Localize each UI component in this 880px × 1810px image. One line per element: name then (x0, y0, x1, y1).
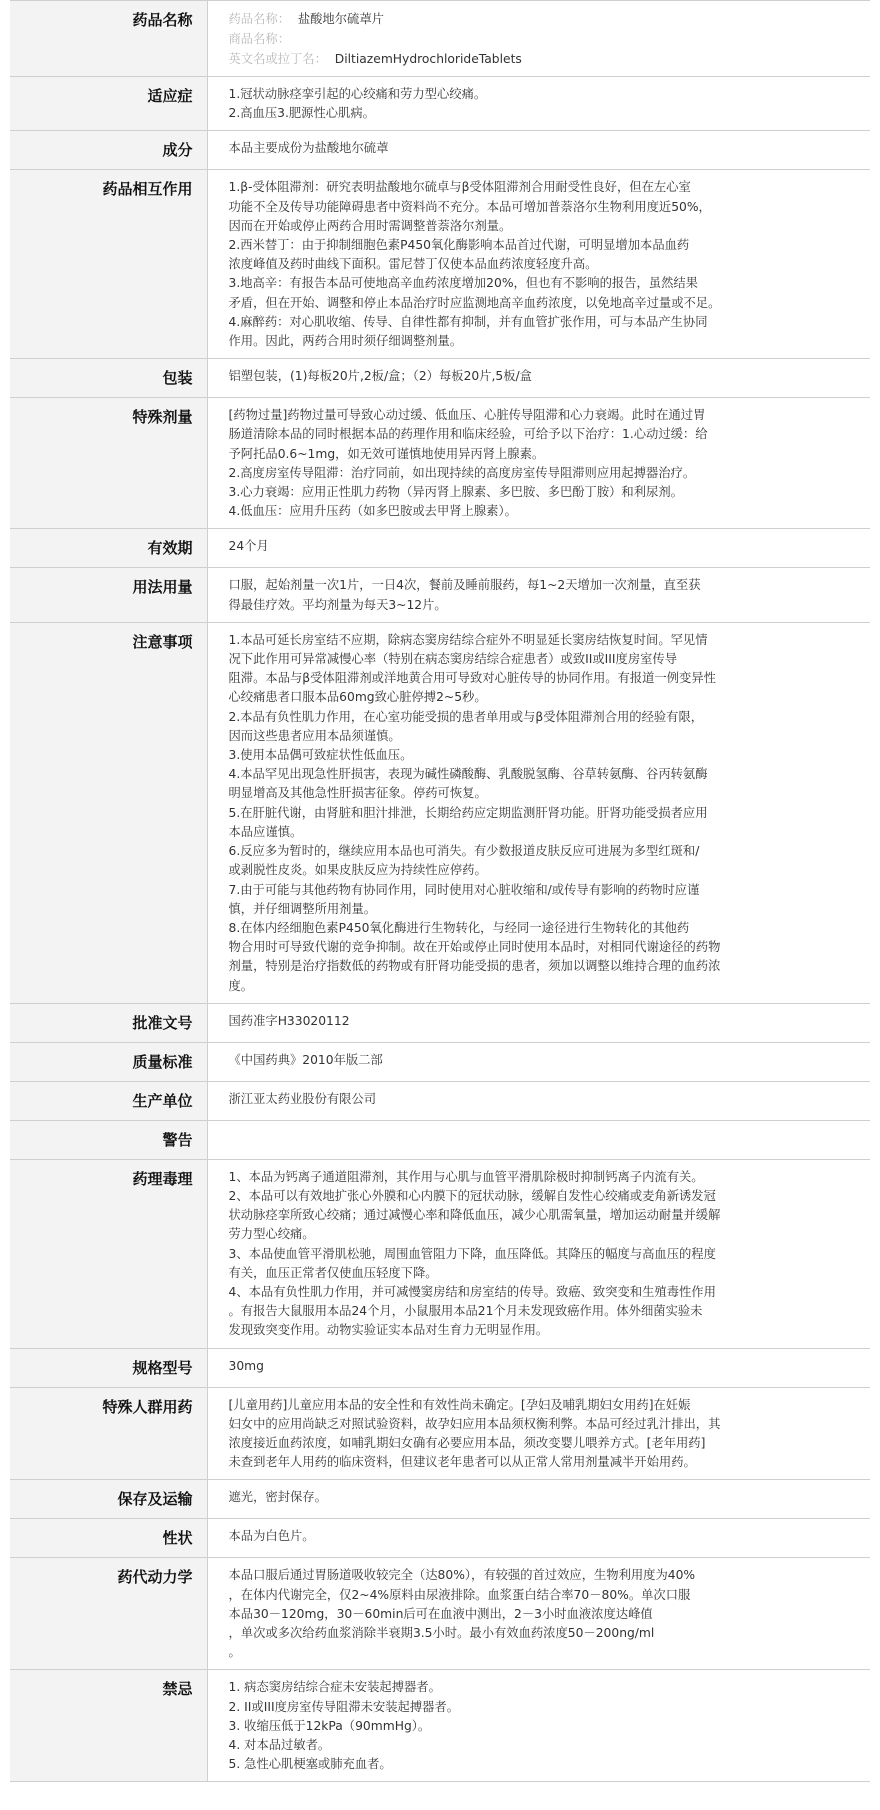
text-line: 浓度接近血药浓度，如哺乳期妇女确有必要应用本品，须改变婴儿喂养方式。[老年用药] (228, 1435, 706, 1450)
row-label: 用法用量 (10, 568, 207, 622)
text-line: 1.冠状动脉痉挛引起的心绞痛和劳力型心绞痛。 (228, 87, 487, 101)
row-label: 保存及运输 (10, 1480, 207, 1519)
text-line: 口服，起始剂量一次1片，一日4次，餐前及睡前服药，每1~2天增加一次剂量，直至获 (228, 578, 701, 593)
text-line: 度。 (228, 978, 254, 993)
text-line: 2.本品有负性肌力作用，在心室功能受损的患者单用或与β受体阻滞剂合用的经验有限， (228, 709, 704, 724)
text-line: 1、本品为钙离子通道阻滞剂，其作用与心肌与血管平滑肌除极时抑制钙离子内流有关。 (228, 1169, 704, 1184)
row-label: 特殊剂量 (10, 398, 207, 529)
text-line: 3.心力衰竭：应用正性肌力药物（异丙肾上腺素、多巴胺、多巴酚丁胺）和利尿剂。 (228, 485, 683, 500)
text-line: 3. 收缩压低于12kPa（90mmHg）。 (228, 1718, 431, 1733)
text-line: 。有报告大鼠服用本品24个月，小鼠服用本品21个月未发现致癌作用。体外细菌实验未 (228, 1304, 703, 1319)
trade-name-label: 商品名称： (228, 32, 290, 46)
text-line: 30mg (228, 1358, 264, 1373)
name-block (207, 1, 870, 77)
row-pharmacology (10, 1159, 870, 1348)
generic-name-line (229, 9, 863, 29)
text-line: 2.高度房室传导阻滞：治疗同前，如出现持续的高度房室传导阻滞则应用起搏器治疗。 (228, 465, 696, 480)
row-label: 规格型号 (10, 1348, 207, 1387)
row-storage (10, 1480, 870, 1519)
text-line: 4.本品罕见出现急性肝损害，表现为碱性磷酸酶、乳酸脱氢酶、谷草转氨酶、谷丙转氨酶 (228, 767, 708, 782)
text-line: 未查到老年人用药的临床资料，但建议老年患者可以从正常人常用剂量减半开始用药。 (228, 1455, 696, 1470)
text-line: 本品应谨慎。 (228, 824, 303, 839)
generic-name-label: 药品名称： (228, 12, 290, 26)
row-label: 药代动力学 (10, 1558, 207, 1670)
row-value (207, 1042, 870, 1081)
generic-name-value: 盐酸地尔硫䓬片 (297, 12, 384, 26)
text-line: 5.在肝脏代谢，由肾脏和胆汁排泄，长期给药应定期监测肝肾功能。肝肾功能受损者应用 (228, 805, 708, 820)
row-value (207, 359, 870, 398)
row-indications (10, 77, 870, 131)
text-line: 况下此作用可异常减慢心率（特别在病态窦房结综合症患者）或致II或III度房室传导 (228, 652, 678, 667)
text-line: 本品为白色片。 (228, 1529, 315, 1544)
row-manufacturer (10, 1081, 870, 1120)
text-line: 心绞痛患者口服本品60mg致心脏停搏2~5秒。 (228, 690, 487, 705)
row-label: 有效期 (10, 529, 207, 568)
row-label: 质量标准 (10, 1042, 207, 1081)
text-line: 肠道清除本品的同时根据本品的药理作用和临床经验，可给予以下治疗：1.心动过缓：给 (228, 427, 708, 442)
text-line: 遮光，密封保存。 (228, 1490, 327, 1505)
text-line: 铝塑包装，(1)每板20片,2板/盒；（2）每板20片,5板/盒 (228, 369, 532, 384)
text-line: 阻滞。本品与β受体阻滞剂或洋地黄合用可导致对心脏传导的协同作用。有报道一例变异性 (228, 671, 716, 686)
text-line: 3.使用本品偶可致症状性低血压。 (228, 748, 413, 763)
row-special-groups (10, 1387, 870, 1480)
text-line: 物合用时可导致代谢的竞争抑制。故在开始或停止同时使用本品时，对相同代谢途径的药物 (228, 940, 721, 955)
text-line: 状动脉痉挛所致心绞痛；通过减慢心率和降低血压，减少心肌需氧量，增加运动耐量并缓解 (228, 1208, 721, 1223)
row-label: 适应症 (10, 77, 207, 131)
row-value (207, 1003, 870, 1042)
row-standard (10, 1042, 870, 1081)
row-overdose (10, 398, 870, 529)
row-value (207, 1519, 870, 1558)
row-value (207, 398, 870, 529)
row-appearance (10, 1519, 870, 1558)
row-label: 包装 (10, 359, 207, 398)
row-warning (10, 1120, 870, 1159)
text-line: 3.地高辛：有报告本品可使地高辛血药浓度增加20%，但也有不影响的报告，虽然结果 (228, 276, 698, 291)
text-line: 5. 急性心肌梗塞或肺充血者。 (228, 1757, 392, 1772)
row-label: 药品名称 (10, 1, 207, 77)
row-label: 禁忌 (10, 1670, 207, 1782)
row-label: 警告 (10, 1120, 207, 1159)
text-line: 妇女中的应用尚缺乏对照试验资料，故孕妇应用本品须权衡利弊。本品可经过乳汁排出，其 (228, 1416, 721, 1431)
drug-info-container (10, 0, 870, 1782)
text-line: 浓度峰值及药时曲线下面积。雷尼替丁仅使本品血药浓度轻度升高。 (228, 257, 598, 272)
text-line: 6.反应多为暂时的，继续应用本品也可消失。有少数报道皮肤反应可进展为多型红斑和/ (228, 844, 700, 859)
text-line: 8.在体内经细胞色素P450氧化酶进行生物转化，与经同一途径进行生物转化的其他药 (228, 920, 690, 935)
text-line: [儿童用药]儿童应用本品的安全性和有效性尚未确定。[孕妇及哺乳期妇女用药]在妊娠 (228, 1397, 691, 1412)
row-label: 药理毒理 (10, 1159, 207, 1348)
text-line: 因而这些患者应用本品须谨慎。 (228, 728, 401, 743)
text-line: 国药准字H33020112 (228, 1013, 350, 1028)
text-line: 1.β-受体阻滞剂：研究表明盐酸地尔硫卓与β受体阻滞剂合用耐受性良好，但在左心室 (228, 180, 691, 195)
text-line: 2.西米替丁：由于抑制细胞色素P450氧化酶影响本品首过代谢，可明显增加本品血药 (228, 238, 690, 253)
row-contraindications (10, 1670, 870, 1782)
text-line: 1.本品可延长房室结不应期，除病态窦房结综合症外不明显延长窦房结恢复时间。罕见情 (228, 632, 708, 647)
text-line: 或剥脱性皮炎。如果皮肤反应为持续性应停药。 (228, 863, 487, 878)
text-line: 本品主要成份为盐酸地尔硫䓬 (228, 141, 389, 156)
text-line: 发现致突变作用。动物实验证实本品对生育力无明显作用。 (228, 1323, 549, 1338)
row-label: 注意事项 (10, 622, 207, 1003)
english-name-value: DiltiazemHydrochlorideTablets (334, 52, 522, 66)
text-line: 予阿托品0.6~1mg，如无效可谨慎地使用异丙肾上腺素。 (228, 446, 545, 461)
text-line: 4、本品有负性肌力作用，并可减慢窦房结和房室结的传导。致癌、致突变和生殖毒性作用 (228, 1284, 716, 1299)
text-line: 因而在开始或停止两药合用时需调整普萘洛尔剂量。 (228, 218, 512, 233)
text-line: 矛盾，但在开始、调整和停止本品治疗时应监测地高辛血药浓度，以免地高辛过量或不足。 (228, 295, 721, 310)
row-value (207, 1348, 870, 1387)
text-line: ，单次或多次给药血浆消除半衰期3.5小时。最小有效血药浓度50－200ng/ml (228, 1625, 655, 1640)
text-line: 浙江亚太药业股份有限公司 (228, 1091, 377, 1106)
row-dosage (10, 568, 870, 622)
row-interactions (10, 170, 870, 359)
row-value (207, 568, 870, 622)
text-line: 本品口服后通过胃肠道吸收较完全（达80%），有较强的首过效应，生物利用度为40% (228, 1568, 696, 1583)
english-name-line (229, 49, 863, 69)
row-value (207, 170, 870, 359)
row-value (207, 77, 870, 131)
row-name (10, 1, 870, 77)
text-line: 7.由于可能与其他药物有协同作用，同时使用对心脏收缩和/或传导有影响的药物时应谨 (228, 882, 700, 897)
row-value (207, 1670, 870, 1782)
row-value (207, 529, 870, 568)
text-line: 3、本品使血管平滑肌松驰，周围血管阻力下降，血压降低。其降压的幅度与高血压的程度 (228, 1246, 716, 1261)
text-line: 劳力型心绞痛。 (228, 1227, 315, 1242)
text-line: 作用。因此，两药合用时须仔细调整剂量。 (228, 334, 463, 349)
text-line: 功能不全及传导功能障碍患者中资料尚不充分。本品可增加普萘洛尔生物利用度近50%， (228, 199, 711, 214)
text-line: 1. 病态窦房结综合症未安装起搏器者。 (228, 1680, 441, 1695)
text-line: 4.低血压：应用升压药（如多巴胺或去甲肾上腺素）。 (228, 504, 517, 519)
text-line: [药物过量]药物过量可导致心动过缓、低血压、心脏传导阻滞和心力衰竭。此时在通过胃 (228, 408, 706, 423)
row-package (10, 359, 870, 398)
row-spec (10, 1348, 870, 1387)
text-line: 《中国药典》2010年版二部 (228, 1052, 383, 1067)
text-line: 本品30－120mg，30－60min后可在血液中测出，2－3小时血液浓度达峰值 (228, 1606, 653, 1621)
row-pharmacokinetics (10, 1558, 870, 1670)
row-value (207, 1480, 870, 1519)
text-line: 有关，血压正常者仅使血压轻度下降。 (228, 1265, 438, 1280)
row-value (207, 1120, 870, 1159)
text-line: 慎，并仔细调整所用剂量。 (228, 901, 377, 916)
text-line: 4. 对本品过敏者。 (228, 1737, 331, 1752)
drug-info-table (10, 0, 870, 1782)
row-label: 特殊人群用药 (10, 1387, 207, 1480)
text-line: ，在体内代谢完全，仅2~4%原料由尿液排除。血浆蛋白结合率70－80%。单次口服 (228, 1587, 691, 1602)
row-label: 性状 (10, 1519, 207, 1558)
row-label: 成分 (10, 131, 207, 170)
row-ingredients (10, 131, 870, 170)
row-value (207, 1387, 870, 1480)
row-validity (10, 529, 870, 568)
row-label: 药品相互作用 (10, 170, 207, 359)
text-line: 。 (228, 1645, 241, 1660)
row-value (207, 1159, 870, 1348)
row-label: 批准文号 (10, 1003, 207, 1042)
text-line: 2、本品可以有效地扩张心外膜和心内膜下的冠状动脉，缓解自发性心绞痛或麦角新诱发冠 (228, 1188, 716, 1203)
text-line: 明显增高及其他急性肝损害征象。停药可恢复。 (228, 786, 487, 801)
row-value (207, 1558, 870, 1670)
text-line: 2.高血压3.肥源性心肌病。 (228, 106, 375, 121)
row-value (207, 131, 870, 170)
row-value (207, 622, 870, 1003)
text-line: 2. II或III度房室传导阻滞未安装起搏器者。 (228, 1699, 460, 1714)
english-name-label: 英文名或拉丁名： (228, 52, 327, 66)
row-approval (10, 1003, 870, 1042)
text-line: 得最佳疗效。平均剂量为每天3~12片。 (228, 597, 447, 612)
row-label: 生产单位 (10, 1081, 207, 1120)
row-precautions (10, 622, 870, 1003)
trade-name-line (229, 29, 863, 49)
text-line: 剂量，特别是治疗指数低的药物或有肝肾功能受损的患者，须加以调整以维持合理的血药浓 (228, 959, 721, 974)
row-value (207, 1081, 870, 1120)
text-line: 4.麻醉药：对心肌收缩、传导、自律性都有抑制，并有血管扩张作用，可与本品产生协同 (228, 314, 708, 329)
text-line: 24个月 (228, 539, 269, 554)
